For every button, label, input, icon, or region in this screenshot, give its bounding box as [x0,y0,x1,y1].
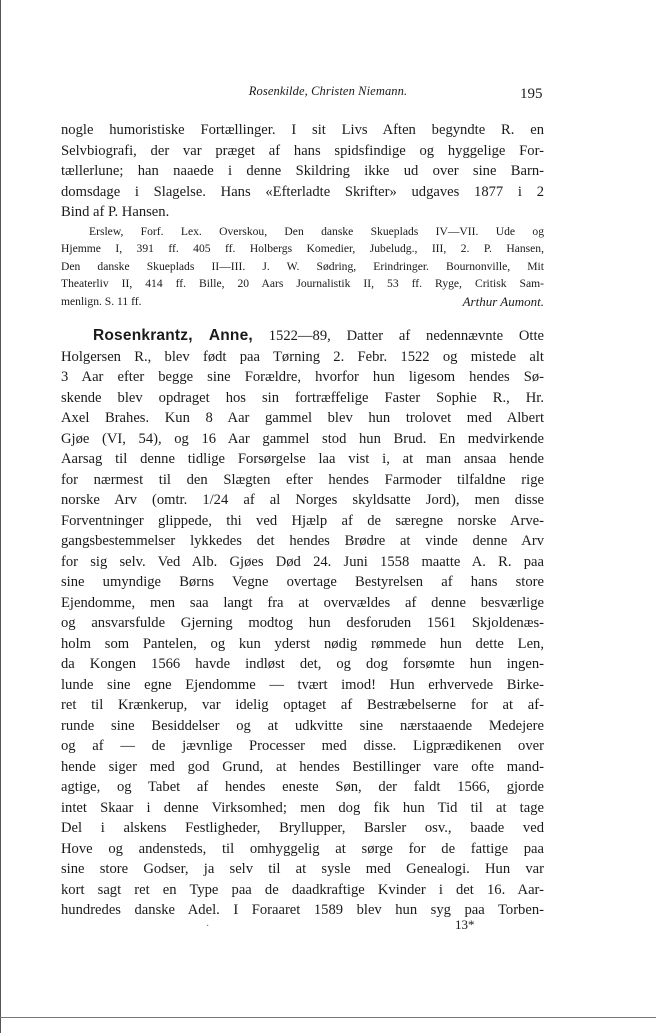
entry-first-line-text: 1522—89, Datter af nedennævnte Otte [252,328,544,344]
text-line: hundredes danske Adel. I Foraaret 1589 blev hun syg paa Torben- [61,902,544,918]
reference-line: Theaterliv II, 414 ff. Bille, 20 Aars Journalistik II, 53 ff. Ryge, Critisk Sam- [61,277,544,291]
text-line: Aarsag til denne tidlige Forsørgelse laa vist i, at man ansaa hende [61,451,544,467]
entry-rosenkrantz-anne [61,326,544,921]
text-line: kort sagt ret en Type paa de daadkraftige Kvinder i det 16. Aar- [61,881,544,898]
reference-line: menlign. S. 11 ff. [61,294,142,308]
text-line: domsdage i Slagelse. Hans «Efterladte Skrifter» udgaves 1877 i 2 [61,183,544,200]
page-number: 195 [520,86,543,102]
text-line: nogle humoristiske Fortællinger. I sit Livs Aften begyndte R. en [61,122,544,138]
text-line: Hove og andensteds, til omhyggelig at sørge for de fattige paa [61,840,544,857]
text-line: Del i alskens Festligheder, Bryllupper, Barsler osv., baade ved [61,820,544,836]
text-line: da Kongen 1566 havde indløst det, og dog forsømte hun ingen- [61,656,544,672]
references-block [61,223,544,310]
text-line: agtige, og Tabet af hendes eneste Søn, der faldt 1566, gjorde [61,779,544,795]
text-line: for nærmest til den Slægten efter hendes Farmoder tilfaldne rige [61,471,544,488]
text-line: og af — de jævnlige Processer med disse. Ligprædikenen over [61,738,544,754]
entry-continuation [61,120,544,223]
author-signature: Arthur Aumont. [462,293,544,309]
reference-line: Den danske Skueplads II—III. J. W. Sødring, Erindringer. Bournonville, Mit [61,259,544,273]
text-line: Selvbiografi, der var præget af hans spidsfindige og hyggelige For- [61,142,544,159]
text-line: og ansvarsfulde Gjerning modtog hun desforuden 1561 Skjoldenæs- [61,615,544,631]
text-line: Ejendomme, men saa langt fra at overvældes af denne besværlige [61,594,544,611]
text-line: for sig selv. Ved Alb. Gjøes Død 24. Juni 1558 maatte A. R. paa [61,553,544,570]
text-line: Axel Brahes. Kun 8 Aar gammel blev hun trolovet med Albert [61,410,544,426]
text-line: holm som Pantelen, og kun yderst nødig rømmede hun dette Len, [61,635,544,652]
text-line: sine store Godser, ja selv til at sysle med Genealogi. Hun var [61,861,544,877]
text-line: intet Skaar i denne Virksomhed; men dog fik hun Tid til at tage [61,799,544,816]
reference-line: Erslew, Forf. Lex. Overskou, Den danske Skueplads IV—VII. Ude og [89,225,544,238]
running-head: Rosenkilde, Christen Niemann. [248,84,408,98]
printer-mark: · [206,921,210,932]
text-line: Bind af P. Hansen. [61,204,170,221]
entry-first-line [61,326,544,347]
entry-headword: Rosenkrantz, Anne, [93,327,253,344]
scan-edge-line [0,0,1,1033]
text-line: runde sine Besiddelser og at udkvitte sine nærstaaende Medejere [61,717,544,734]
text-line: sine umyndige Børns Vegne overtage Bestyrelsen af hans store [61,574,544,590]
scan-bottom-line [0,1017,656,1018]
text-line: Gjøe (VI, 54), og 16 Aar gammel stod hun Brud. En medvirkende [61,430,544,447]
text-line: lunde sine egne Ejendomme — tvært imod! Hun erhvervede Birke- [61,676,544,693]
text-line: skende blev opdraget hos sin fortræffelige Faster Sophie R., Hr. [61,389,544,406]
text-line: Holgersen R., blev født paa Tørning 2. Febr. 1522 og mistede alt [61,348,544,365]
reference-last-line [61,293,544,310]
text-line: 3 Aar efter begge sine Forældre, hvorfor hun ligesom hendes Sø- [61,369,544,385]
reference-line: Hjemme I, 391 ff. 405 ff. Holbergs Komedier, Jubeludg., III, 2. P. Hansen, [61,242,544,256]
text-line: tællerlune; han naaede i denne Skildring ikke ud over sine Barn- [61,163,544,180]
text-line: hende siger med god Grund, at hendes Bestillinger vare ofte mand- [61,758,544,775]
signature-mark: 13* [455,917,475,932]
text-line: norske Arv (omtr. 1/24 af al Norges skyldsatte Jord), men disse [61,492,544,508]
text-line: ret til Krænkerup, var idelig optaget af Bestræbelserne for at af- [61,697,544,713]
text-line: gangsbestemmelser lykkedes det hendes Brødre at vinde denne Arv [61,533,544,549]
text-line: Forventninger glippede, thi ved Hjælp af de særegne norske Arve- [61,512,544,529]
